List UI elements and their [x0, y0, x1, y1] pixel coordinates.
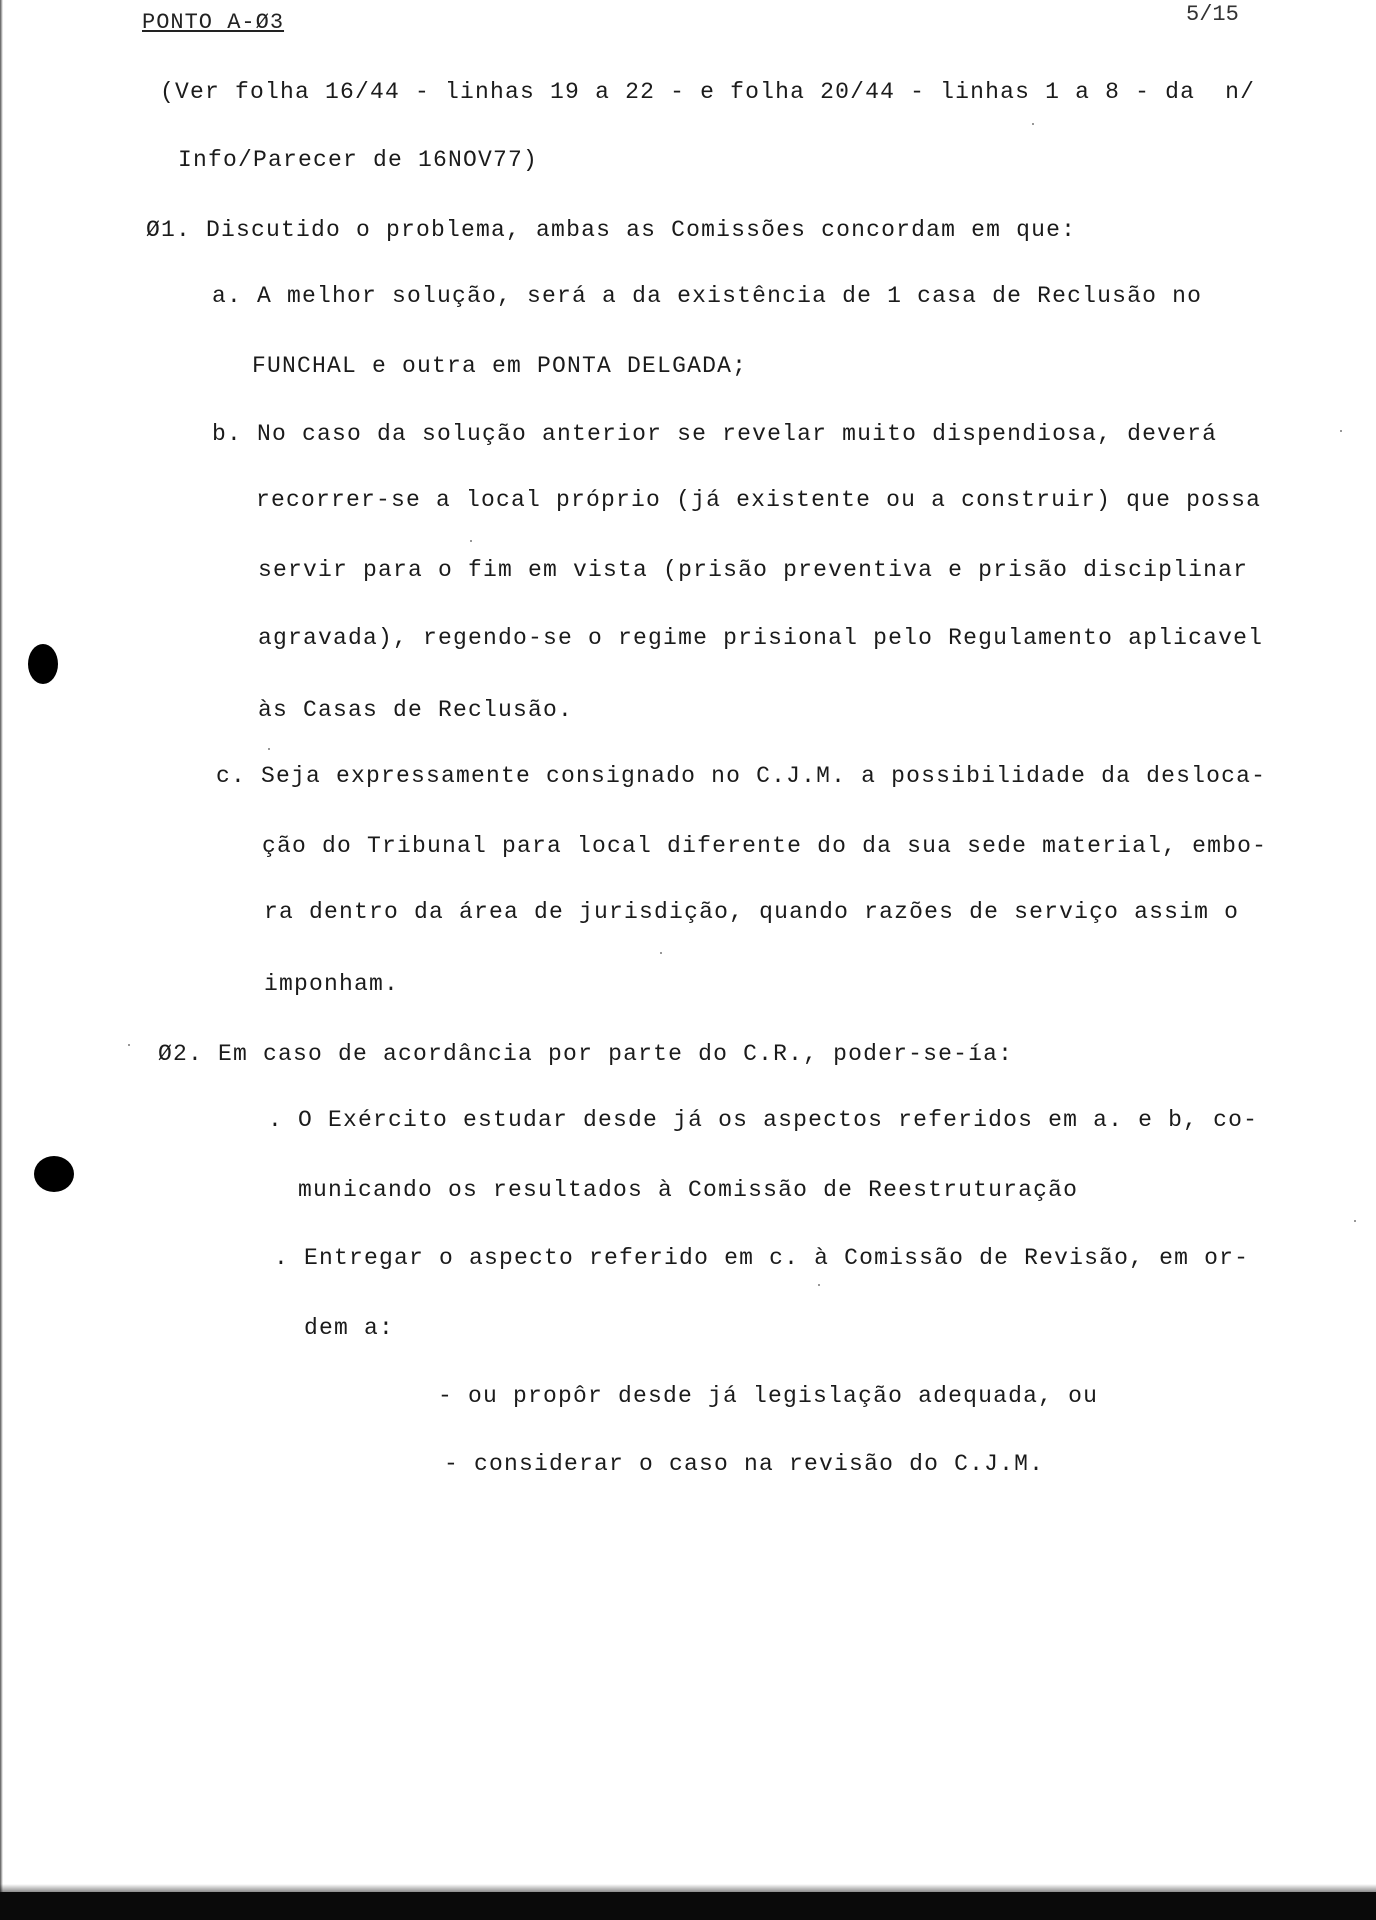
section-02-heading: Ø2. Em caso de acordância por parte do C.R., poder-se-ía:: [158, 1041, 1014, 1067]
bullet-2-line-1: . Entregar o aspecto referido em c. à Comissão de Revisão, em or-: [274, 1245, 1250, 1271]
scan-speck: [660, 952, 662, 954]
page-number: 5/15: [1186, 2, 1239, 27]
punch-hole-upper: [28, 644, 58, 684]
item-c-line-2: ção do Tribunal para local diferente do da sua sede material, embo-: [262, 833, 1268, 859]
option-line-2: - considerar o caso na revisão do C.J.M.: [444, 1451, 1045, 1477]
item-c-line-1: c. Seja expressamente consignado no C.J.M. a possibilidade da desloca-: [216, 763, 1267, 789]
option-line-1: - ou propôr desde já legislação adequada, ou: [438, 1383, 1099, 1409]
scan-speck: [818, 1284, 820, 1286]
punch-hole-lower: [34, 1156, 74, 1192]
scan-speck: [1354, 1220, 1356, 1222]
scan-speck: [1340, 430, 1342, 432]
item-b-line-5: às Casas de Reclusão.: [258, 697, 574, 723]
bullet-1-line-2: municando os resultados à Comissão de Reestruturação: [298, 1177, 1079, 1203]
item-c-line-3: ra dentro da área de jurisdição, quando razões de serviço assim o: [264, 899, 1240, 925]
section-01-heading: Ø1. Discutido o problema, ambas as Comissões concordam em que:: [146, 217, 1077, 243]
scan-left-edge: [0, 0, 3, 1920]
scan-speck: [470, 540, 472, 542]
item-a-line-1: a. A melhor solução, será a da existência de 1 casa de Reclusão no: [212, 283, 1203, 309]
bullet-2-line-2: dem a:: [304, 1315, 395, 1341]
scan-bottom-shadow: [0, 1884, 1376, 1892]
item-b-line-4: agravada), regendo-se o regime prisional pelo Regulamento aplicavel: [258, 625, 1264, 651]
scan-bottom-edge: [0, 1892, 1376, 1920]
item-b-line-2: recorrer-se a local próprio (já existente ou a construir) que possa: [256, 487, 1262, 513]
item-c-line-4: imponham.: [264, 971, 400, 997]
scan-speck: [1032, 123, 1034, 125]
scan-speck: [268, 748, 270, 750]
document-reference: PONTO A-Ø3: [142, 10, 285, 35]
reference-line-1: (Ver folha 16/44 - linhas 19 a 22 - e folha 20/44 - linhas 1 a 8 - da n/: [160, 79, 1256, 105]
bullet-1-line-1: . O Exército estudar desde já os aspectos referidos em a. e b, co-: [268, 1107, 1259, 1133]
reference-line-2: Info/Parecer de 16NOV77): [178, 147, 539, 173]
scan-speck: [128, 1044, 130, 1046]
item-b-line-3: servir para o fim em vista (prisão preventiva e prisão disciplinar: [258, 557, 1249, 583]
item-a-line-2: FUNCHAL e outra em PONTA DELGADA;: [252, 353, 748, 379]
item-b-line-1: b. No caso da solução anterior se revelar muito dispendiosa, deverá: [212, 421, 1218, 447]
